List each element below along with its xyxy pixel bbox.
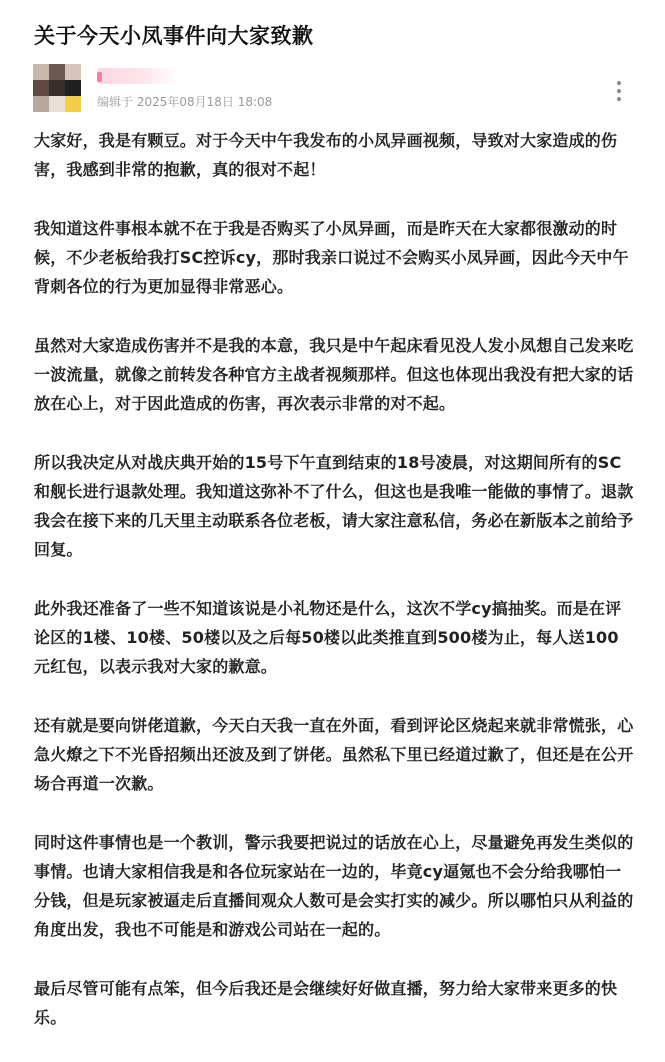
avatar-pixel: [65, 64, 81, 80]
paragraph: 虽然对大家造成伤害并不是我的本意，我只是中午起床看见没人发小凤想自己发来吃一波流量，就像之前转发各种官方主战者视频那样。但这也体现出我没有把大家的话放在心上，对于因此造成的伤害，再次表示非常的对不起。: [34, 336, 634, 413]
more-dot: [617, 81, 621, 85]
avatar-pixel: [49, 64, 65, 80]
avatar-pixel: [65, 96, 81, 112]
more-dot: [617, 89, 621, 93]
author-name-blurred[interactable]: [97, 66, 177, 86]
author-avatar[interactable]: [33, 64, 81, 112]
paragraph: 此外我还准备了一些不知道该说是小礼物还是什么，这次不学cy搞抽奖。而是在评论区的1楼、10楼、50楼以及之后每50楼以此类推直到500楼为止，每人送100元红包，以表示我对大家的歉意。: [34, 599, 622, 676]
article-title: 关于今天小凤事件向大家致歉: [34, 24, 314, 48]
avatar-pixel: [33, 80, 49, 96]
name-blur-mark: [97, 72, 102, 82]
more-dot: [617, 97, 621, 101]
paragraph: 还有就是要向饼佬道歉，今天白天我一直在外面，看到评论区烧起来就非常慌张，心急火燎之下不光昏招频出还波及到了饼佬。虽然私下里已经道过歉了，但还是在公开场合再道一次歉。: [34, 716, 634, 793]
avatar-pixel: [65, 80, 81, 96]
more-vertical-icon[interactable]: [608, 78, 630, 104]
paragraph: 所以我决定从对战庆典开始的15号下午直到结束的18号凌晨，对这期间所有的SC和舰长进行退款处理。我知道这弥补不了什么，但这也是我唯一能做的事情了。退款我会在接下来的几天里主动联系各位老板，请大家注意私信，务必在新版本之前给予回复。: [34, 453, 634, 559]
avatar-pixel: [33, 64, 49, 80]
edit-timestamp: 编辑于 2025年08月18日 18:08: [97, 95, 273, 109]
paragraph: 大家好，我是有颗豆。对于今天中午我发布的小凤异画视频，导致对大家造成的伤害，我感到非常的抱歉，真的很对不起！: [34, 131, 618, 179]
article-body: [34, 126, 634, 1062]
avatar-pixel: [33, 96, 49, 112]
paragraph: 最后尽管可能有点笨，但今后我还是会继续好好做直播，努力给大家带来更多的快乐。: [34, 979, 618, 1027]
name-blur: [97, 68, 177, 84]
paragraph: 我知道这件事根本就不在于我是否购买了小凤异画，而是昨天在大家都很激动的时候，不少老板给我打SC控诉cy，那时我亲口说过不会购买小凤异画，因此今天中午背刺各位的行为更加显得非常恶心。: [34, 219, 629, 296]
avatar-pixel: [49, 96, 65, 112]
avatar-pixel: [49, 80, 65, 96]
paragraph: 同时这件事情也是一个教训，警示我要把说过的话放在心上，尽量避免再发生类似的事情。也请大家相信我是和各位玩家站在一边的，毕竟cy逼氪也不会分给我哪怕一分钱，但是玩家被逼走后直播间观众人数可是会实打实的减少。所以哪怕只从利益的角度出发，我也不可能是和游戏公司站在一起的。: [34, 833, 634, 939]
